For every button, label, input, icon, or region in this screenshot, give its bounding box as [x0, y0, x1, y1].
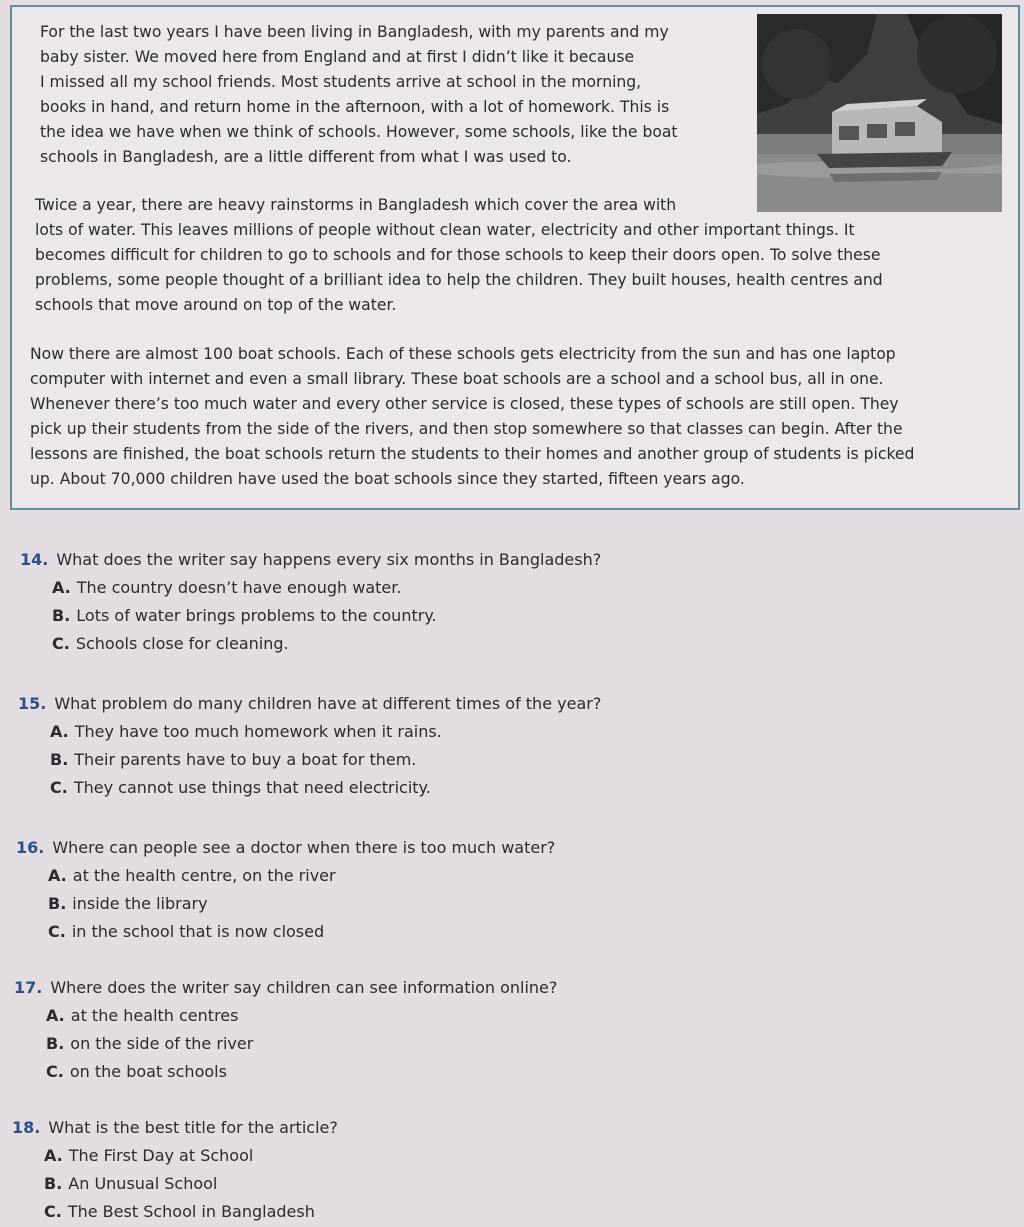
option-text: on the side of the river	[70, 1034, 254, 1053]
question-text: What is the best title for the article?	[48, 1118, 338, 1137]
passage-line: Whenever there’s too much water and every other service is closed, these types of schools are still open. They	[30, 395, 899, 413]
passage-line: pick up their students from the side of the rivers, and then stop somewhere so that classes can begin. After the	[30, 420, 903, 438]
passage-line: lots of water. This leaves millions of people without clean water, electricity and other important things. It	[35, 221, 855, 239]
question-number: 18.	[12, 1118, 41, 1137]
passage-paragraph-1	[40, 20, 678, 170]
option-b	[20, 602, 601, 630]
option-letter: A.	[52, 578, 71, 597]
passage-line: I missed all my school friends. Most students arrive at school in the morning,	[40, 73, 642, 91]
option-letter: C.	[50, 778, 68, 797]
passage-line: Now there are almost 100 boat schools. Each of these schools gets electricity from the sun and has one laptop	[30, 345, 896, 363]
question-14	[20, 546, 601, 658]
passage-line: problems, some people thought of a brilliant idea to help the children. They built houses, health centres and	[35, 271, 883, 289]
option-text: They cannot use things that need electricity.	[73, 778, 431, 797]
option-b	[14, 1030, 557, 1058]
passage-paragraph-2	[35, 193, 883, 318]
passage-line: schools in Bangladesh, are a little different from what I was used to.	[40, 148, 572, 166]
option-letter: B.	[50, 750, 69, 769]
option-c	[14, 1058, 557, 1086]
option-letter: C.	[44, 1202, 62, 1221]
option-letter: C.	[48, 922, 66, 941]
question-number: 17.	[14, 978, 43, 997]
option-letter: A.	[50, 722, 69, 741]
question-number: 14.	[20, 550, 49, 569]
passage-line: Twice a year, there are heavy rainstorms in Bangladesh which cover the area with	[35, 196, 677, 214]
option-letter: C.	[52, 634, 70, 653]
question-16	[16, 834, 555, 946]
option-b	[16, 890, 555, 918]
option-b	[12, 1170, 338, 1198]
question-15	[18, 690, 601, 802]
option-letter: A.	[44, 1146, 63, 1165]
option-text: The country doesn’t have enough water.	[76, 578, 402, 597]
question-18	[12, 1114, 338, 1226]
option-b	[18, 746, 601, 774]
option-text: They have too much homework when it rains.	[74, 722, 442, 741]
option-letter: B.	[48, 894, 67, 913]
option-text: Their parents have to buy a boat for them.	[74, 750, 417, 769]
question-text: What does the writer say happens every six months in Bangladesh?	[56, 550, 602, 569]
option-c	[16, 918, 555, 946]
option-a	[12, 1142, 338, 1170]
question-number: 15.	[18, 694, 47, 713]
option-text: Schools close for cleaning.	[75, 634, 289, 653]
option-a	[16, 862, 555, 890]
option-text: on the boat schools	[69, 1062, 227, 1081]
passage-line: becomes difficult for children to go to schools and for those schools to keep their doors open. To solve these	[35, 246, 881, 264]
option-a	[20, 574, 601, 602]
question-17	[14, 974, 557, 1086]
option-text: The First Day at School	[68, 1146, 254, 1165]
option-letter: B.	[52, 606, 71, 625]
option-letter: B.	[46, 1034, 65, 1053]
option-text: at the health centre, on the river	[72, 866, 336, 885]
option-text: in the school that is now closed	[71, 922, 325, 941]
option-text: The Best School in Bangladesh	[67, 1202, 315, 1221]
passage-line: up. About 70,000 children have used the boat schools since they started, fifteen years ago.	[30, 470, 745, 488]
option-letter: A.	[46, 1006, 65, 1025]
option-letter: C.	[46, 1062, 64, 1081]
option-text: inside the library	[72, 894, 208, 913]
option-letter: B.	[44, 1174, 63, 1193]
option-text: at the health centres	[70, 1006, 239, 1025]
passage-line: computer with internet and even a small library. These boat schools are a school and a school bus, all in one.	[30, 370, 884, 388]
passage-line: lessons are finished, the boat schools return the students to their homes and another group of students is picked	[30, 445, 915, 463]
boat-school-photo	[757, 14, 1002, 212]
question-number: 16.	[16, 838, 45, 857]
question-text: Where does the writer say children can see information online?	[50, 978, 558, 997]
passage-paragraph-3	[30, 342, 914, 492]
passage-line: baby sister. We moved here from England and at first I didn’t like it because	[40, 48, 635, 66]
option-text: Lots of water brings problems to the country.	[76, 606, 437, 625]
question-text: What problem do many children have at different times of the year?	[54, 694, 602, 713]
option-letter: A.	[48, 866, 67, 885]
option-c	[12, 1198, 338, 1226]
passage-line: For the last two years I have been living in Bangladesh, with my parents and my	[40, 23, 669, 41]
option-c	[20, 630, 601, 658]
passage-line: the idea we have when we think of schools. However, some schools, like the boat	[40, 123, 678, 141]
option-text: An Unusual School	[68, 1174, 218, 1193]
passage-line: books in hand, and return home in the afternoon, with a lot of homework. This is	[40, 98, 670, 116]
option-a	[14, 1002, 557, 1030]
option-c	[18, 774, 601, 802]
question-text: Where can people see a doctor when there is too much water?	[52, 838, 556, 857]
option-a	[18, 718, 601, 746]
passage-line: schools that move around on top of the water.	[35, 296, 397, 314]
boat-school-illustration	[757, 14, 1002, 212]
